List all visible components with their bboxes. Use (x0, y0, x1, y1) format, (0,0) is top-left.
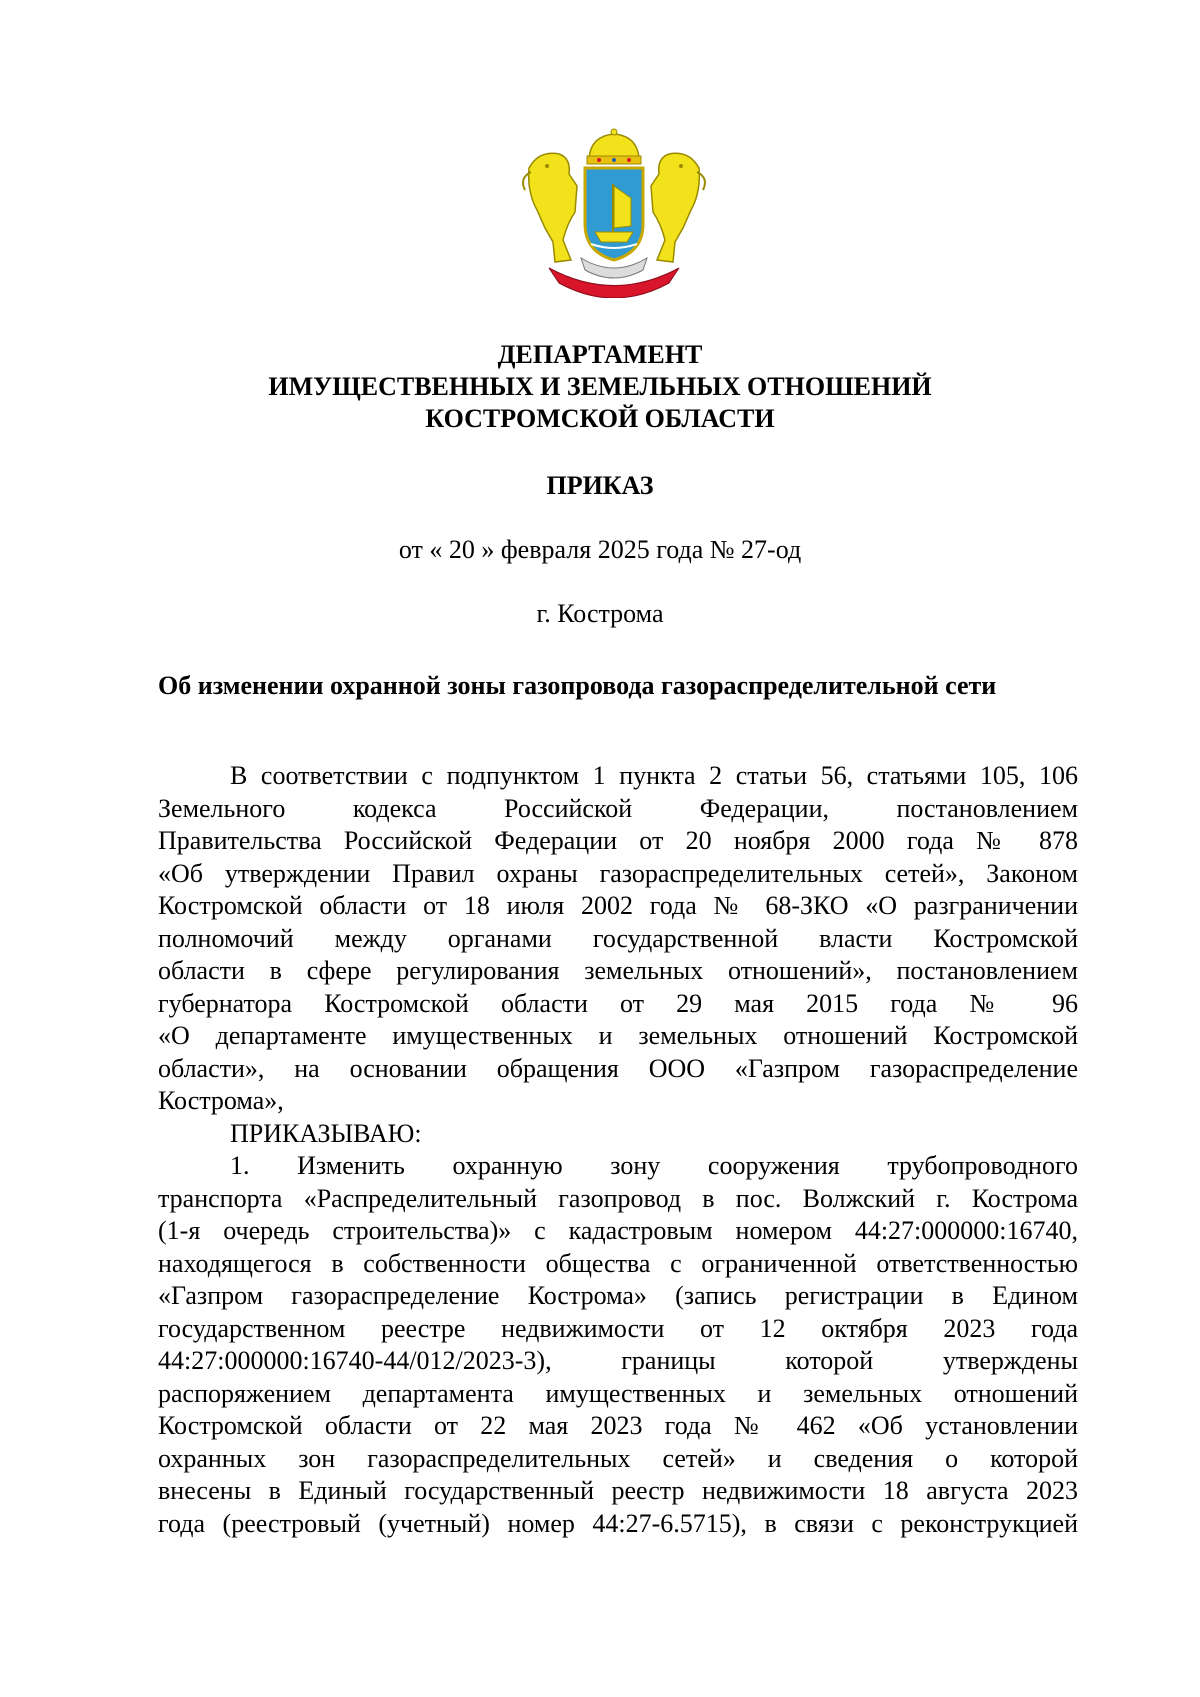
body-text-line: Правительства Российской Федерации от 20 ноября 2000 года № 878 (158, 826, 1078, 855)
body-text-line: государственном реестре недвижимости от 12 октября 2023 года (158, 1313, 1078, 1343)
body-text-line: 44:27:000000:16740-44/012/2023-3), границы которой утверждены (158, 1346, 1078, 1375)
department-line: КОСТРОМСКОЙ ОБЛАСТИ (425, 404, 775, 433)
body-text-line: ПРИКАЗЫВАЮ: (230, 1118, 422, 1148)
department-line: ДЕПАРТАМЕНТ (497, 340, 703, 369)
body-text-line: «Газпром газораспределение Кострома» (запись регистрации в Едином (158, 1281, 1078, 1310)
body-text-line: года (реестровый (учетный) номер 44:27-6.5715), в связи с реконструкцией (158, 1508, 1078, 1538)
body-text-line: области в сфере регулирования земельных отношений», постановлением (158, 956, 1078, 985)
body-text-line: охранных зон газораспределительных сетей» и сведения о которой (158, 1443, 1078, 1473)
body-text-line: губернатора Костромской области от 29 мая 2015 года № 96 (158, 988, 1078, 1018)
kostroma-oblast-coat-of-arms-icon (519, 128, 709, 298)
body-text-line: распоряжением департамента имущественных и земельных отношений (158, 1378, 1078, 1408)
order-body (158, 760, 1078, 1540)
body-text-line: Костромской области от 18 июля 2002 года № 68-ЗКО «О разграничении (158, 891, 1078, 920)
department-line: ИМУЩЕСТВЕННЫХ И ЗЕМЕЛЬНЫХ ОТНОШЕНИЙ (268, 372, 932, 401)
body-text-line: «О департаменте имущественных и земельных отношений Костромской (158, 1021, 1078, 1050)
body-text-line: Земельного кодекса Российской Федерации, постановлением (158, 793, 1078, 823)
city: г. Кострома (536, 599, 664, 628)
body-text-line: транспорта «Распределительный газопровод в пос. Волжский г. Кострома (158, 1183, 1078, 1213)
body-text-line: (1-я очередь строительства)» с кадастровым номером 44:27:000000:16740, (158, 1216, 1078, 1245)
body-text-line: области», на основании обращения ООО «Газпром газораспределение (158, 1053, 1078, 1083)
order-date-number: от « 20 » февраля 2025 года № 27-од (398, 535, 802, 564)
body-text-line: полномочий между органами государственной власти Костромской (158, 923, 1078, 953)
body-text-line: В соответствии с подпунктом 1 пункта 2 статьи 56, статьями 105, 106 (230, 761, 1078, 790)
department-name (0, 339, 1200, 435)
body-text-line: находящегося в собственности общества с ограниченной ответственностью (158, 1248, 1078, 1278)
document-type: ПРИКАЗ (546, 471, 654, 500)
body-text-line: Костромской области от 22 мая 2023 года № 462 «Об установлении (158, 1411, 1078, 1440)
body-text-line: внесены в Единый государственный реестр недвижимости 18 августа 2023 (158, 1476, 1078, 1505)
order-subject: Об изменении охранной зоны газопровода газораспределительной сети (158, 671, 997, 700)
body-text-line: «Об утверждении Правил охраны газораспределительных сетей», Законом (158, 858, 1078, 888)
body-text-line: 1. Изменить охранную зону сооружения трубопроводного (230, 1151, 1078, 1180)
body-text-line: Кострома», (158, 1086, 284, 1115)
